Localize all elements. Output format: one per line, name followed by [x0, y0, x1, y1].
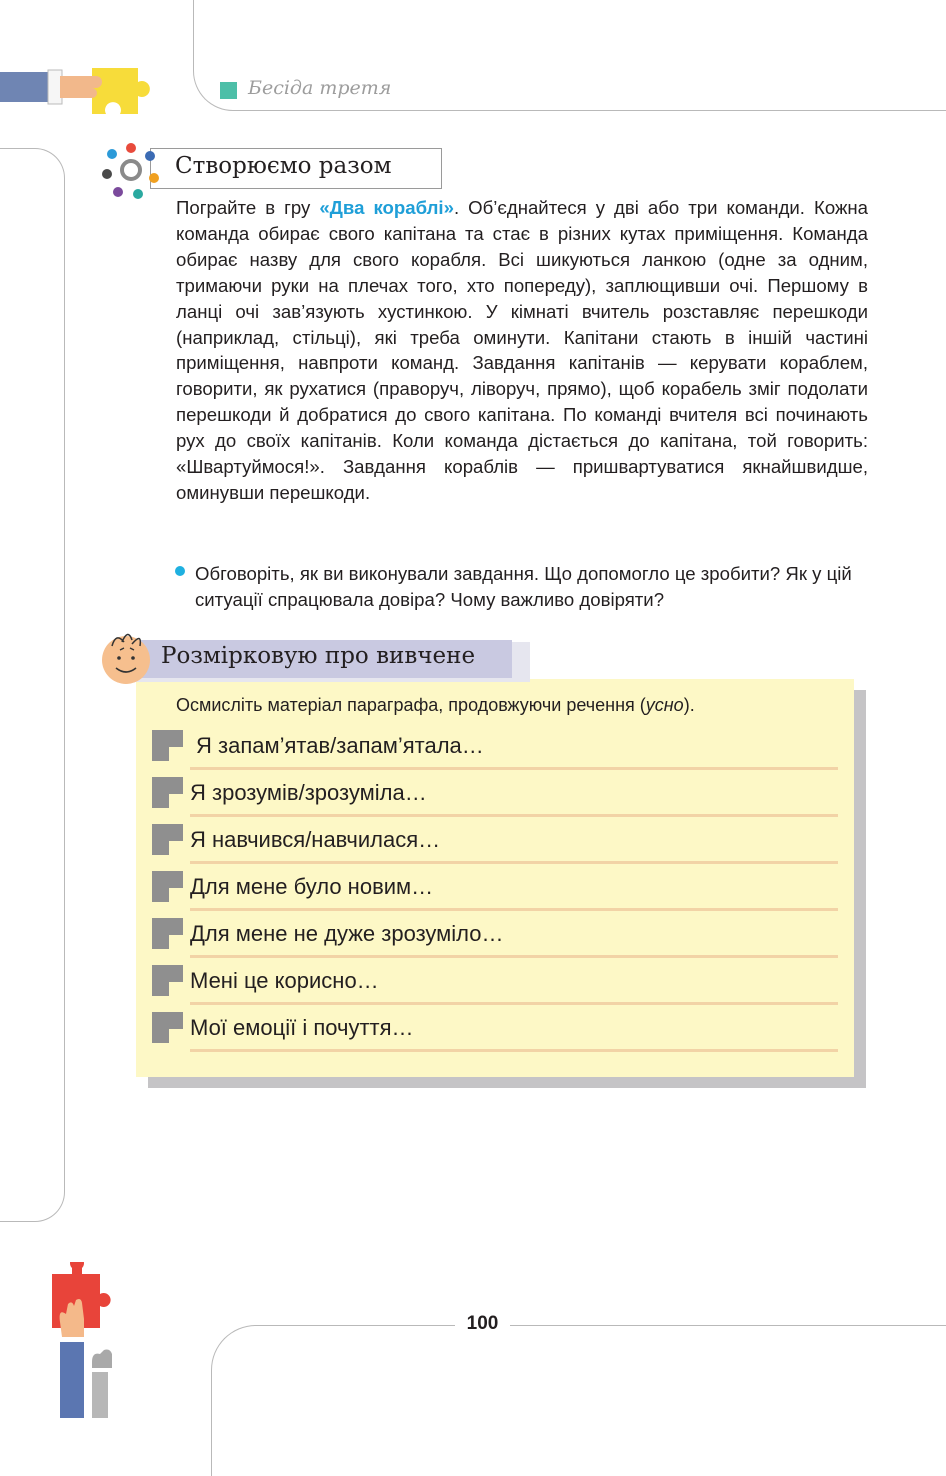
writing-line: [190, 861, 838, 864]
item-square-icon: [152, 1012, 183, 1043]
item-square-icon: [152, 918, 183, 949]
discussion-question: Обговоріть, як ви виконували завдання. Що допомогло це зробити? Як у цій ситуації спрацювала довіра? Чому важливо довіряти?: [195, 563, 852, 610]
writing-line: [190, 955, 838, 958]
writing-line: [190, 767, 838, 770]
reflection-item: [152, 824, 838, 864]
item-square-icon: [152, 965, 183, 996]
reflection-item-text: Я навчився/навчилася…: [190, 827, 441, 852]
puzzle-hand-illustration: [0, 60, 160, 120]
bottom-frame: [211, 1325, 946, 1476]
instruction-italic: усно: [645, 695, 684, 715]
reflection-item-text: Мені це корисно…: [190, 968, 379, 993]
item-square-icon: [152, 730, 183, 761]
puzzle-hands-illustration: [44, 1262, 124, 1418]
reflection-item-text: Я зрозумів/зрозуміла…: [190, 780, 427, 805]
reflection-item: [152, 1012, 838, 1052]
bullet-dot: [175, 566, 185, 576]
chapter-title: Бесіда третя: [248, 77, 392, 99]
game-description: [176, 195, 868, 506]
page-number: 100: [455, 1313, 510, 1335]
game-intro-rest: . Об’єднайтеся у дві або три команди. Кожна команда обирає свого капітана та стає в різних кутах приміщення. Команда обирає назву для свого корабля. Всі шикуються ланкою (одне за одним, тримаючи руки на плечах того, хто попереду), заплющивши очі. Першому в ланці очі зав’язують хустинкою. У кімнаті вчитель розставляє перешкоди (наприклад, стільці), які треба оминути. Капітани стають в іншій частині приміщення, навпроти команд. Завдання капітанів — керувати кораблем, говорити, як рухатися (праворуч, ліворуч, прямо), щоб корабель зміг подолати перешкоди й добратися до свого капітана. По команді вчителя всі починають рух до своїх капітанів. Коли команда дістається до капітана, той говорить: «Швартуймося!». Завдання кораблів — пришвартуватися якнайшвидше, оминувши перешкоди.: [176, 197, 869, 503]
reflection-item: [152, 965, 838, 1005]
writing-line: [190, 814, 838, 817]
people-circle-icon: [98, 140, 164, 200]
section-create-title: Створюємо разом: [175, 153, 392, 179]
item-square-icon: [152, 871, 183, 902]
game-intro-start: Пограйте в гру: [176, 197, 320, 218]
reflection-item: [152, 730, 838, 770]
item-square-icon: [152, 824, 183, 855]
instruction-end: ).: [683, 695, 695, 715]
reflection-item-text: Для мене не дуже зрозуміло…: [190, 921, 504, 946]
reflection-item: [152, 871, 838, 911]
side-frame: [0, 148, 65, 1222]
reflection-item-text: Я запам’ятав/запам’ятала…: [196, 733, 484, 758]
reflection-item-text: Для мене було новим…: [190, 874, 434, 899]
thinking-face-icon: [100, 628, 160, 686]
writing-line: [190, 908, 838, 911]
reflection-instruction: [176, 695, 695, 716]
writing-line: [190, 1002, 838, 1005]
reflection-item: [152, 777, 838, 817]
reflection-item-text: Мої емоції і почуття…: [190, 1015, 414, 1040]
instruction-start: Осмисліть матеріал параграфа, продовжуючи речення (: [176, 695, 646, 715]
game-name: «Два кораблі»: [319, 197, 454, 218]
item-square-icon: [152, 777, 183, 808]
chapter-marker: [220, 82, 237, 99]
writing-line: [190, 1049, 838, 1052]
reflection-item: [152, 918, 838, 958]
section-reflect-title: Розмірковую про вивчене: [161, 643, 476, 669]
